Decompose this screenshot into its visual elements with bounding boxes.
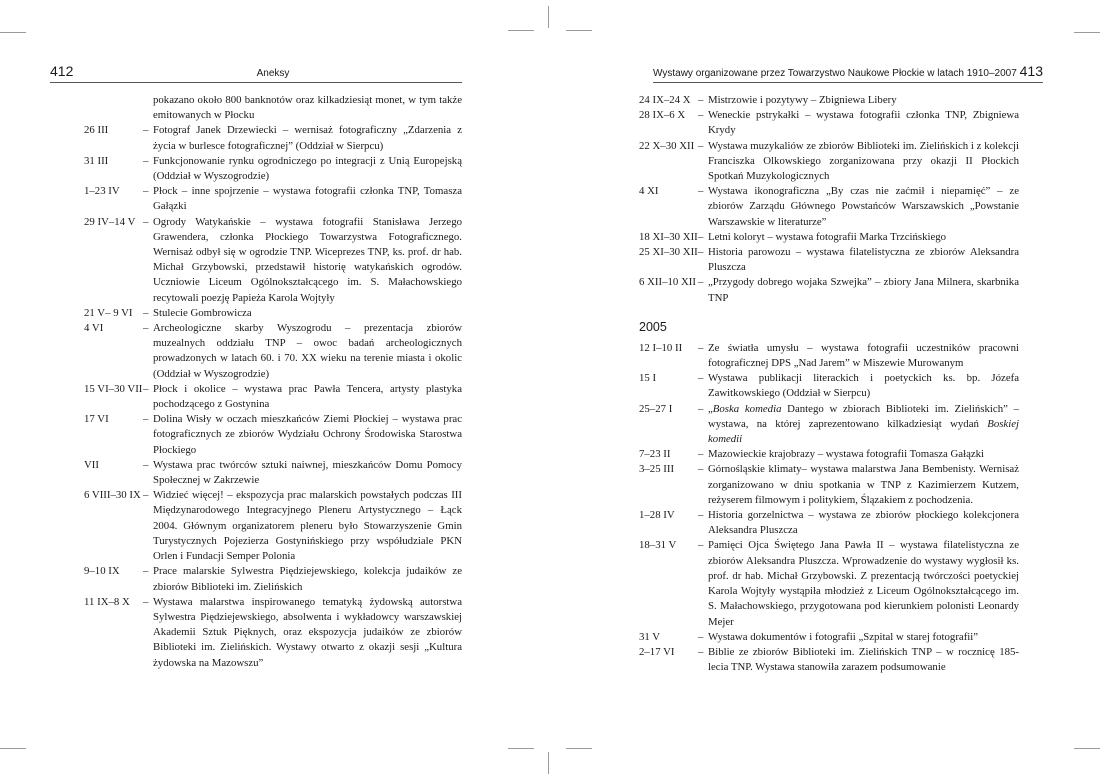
entry-date: 22 X–30 XII <box>639 139 695 152</box>
exhibition-entry <box>639 93 1019 108</box>
running-header <box>653 62 1043 83</box>
entry-date: 7–23 II <box>639 448 671 461</box>
entry-dash: – <box>698 448 704 461</box>
entry-date: 24 IX–24 X <box>639 94 691 106</box>
entry-dash: – <box>698 230 704 243</box>
crop-mark <box>508 30 534 31</box>
entry-dash: – <box>143 215 149 228</box>
entry-description <box>708 402 1019 448</box>
entry-dash: – <box>143 565 149 578</box>
entry-date: 21 V– 9 VI <box>84 306 133 319</box>
exhibition-entry <box>84 488 462 564</box>
entry-dash: – <box>698 246 704 259</box>
entry-date: 18 XI–30 XII <box>639 230 698 243</box>
entry-dash: – <box>143 322 149 335</box>
entry-dash: – <box>143 458 149 471</box>
entry-date: 1–28 IV <box>639 509 675 522</box>
running-title: Aneksy <box>256 68 290 79</box>
crop-mark <box>548 6 549 28</box>
entry-date: 12 I–10 II <box>639 341 683 354</box>
exhibition-entry <box>84 458 462 488</box>
entry-description: Funkcjonowanie rynku ogrodniczego po integracji z Unią Europejską (Oddział w Wyszogrodzie) <box>153 154 462 183</box>
entry-dash: – <box>698 139 704 152</box>
entry-dash: – <box>698 402 704 415</box>
entry-date: 1–23 IV <box>84 185 120 198</box>
entry-dash: – <box>143 413 149 426</box>
text-fragment: Dantego w zbiorach Biblioteki im. Zielińskich” – wystawa, na której zaprezentowano kilkadziesiąt wydań <box>708 402 1019 430</box>
entry-dash: – <box>698 463 704 476</box>
entry-description: Fotograf Janek Drzewiecki – wernisaż fotograficzny „Zdarzenia z życia w burlesce fotograficznej” (Oddział w Sierpcu) <box>153 124 462 152</box>
entry-description: Historia gorzelnictwa – wystawa ze zbiorów płockiego kolekcjonera Aleksandra Pluszcza <box>708 509 1019 537</box>
entry-date: 17 VI <box>84 413 109 426</box>
exhibition-entry <box>639 230 1019 245</box>
italic-title: Boska komedia <box>712 402 782 415</box>
entry-date: 15 I <box>639 372 657 385</box>
entry-dash: – <box>698 276 704 289</box>
entry-description: Ze światła umysłu – wystawa fotografii uczestników pracowni fotograficznej DPS „Nad Jarem” w Miszewie Murowanym <box>708 341 1019 370</box>
exhibition-entry <box>639 184 1019 230</box>
crop-mark <box>548 752 549 774</box>
entry-description: Mazowieckie krajobrazy – wystawa fotografii Tomasza Gałązki <box>708 448 985 461</box>
entry-date: 26 III <box>84 124 109 137</box>
entry-dash: – <box>698 94 704 106</box>
entry-dash: – <box>143 306 149 319</box>
entry-description: Płock – inne spojrzenie – wystawa fotografii członka TNP, Tomasza Gałązki <box>153 185 462 213</box>
exhibition-entry <box>84 123 462 153</box>
entry-dash: – <box>698 341 704 354</box>
crop-mark <box>0 748 26 749</box>
left-page <box>50 0 462 778</box>
entry-group <box>639 93 1019 306</box>
exhibition-entry <box>84 595 462 671</box>
exhibition-entry <box>639 108 1019 138</box>
exhibition-entry <box>84 382 462 412</box>
entry-description: Płock i okolice – wystawa prac Pawła Tencera, artysty plastyka pochodzącego z Gostynina <box>153 382 462 411</box>
entry-description: Wystawa malarstwa inspirowanego tematyką żydowską autorstwa Sylwestra Piędziejewskiego, absolwenta i wykładowcy warszawskiej Akademii Sztuk Pięknych, oraz ekspozycja judaików ze zbiorów Biblioteki im. Zielińskich. Wystawy otwarto z okazji sesji „Kultura żydowska na Mazowszu” <box>153 595 462 669</box>
entry-dash: – <box>698 630 704 643</box>
entry-description: Wystawa dokumentów i fotografii „Szpital w starej fotografii” <box>708 630 979 643</box>
entry-description: Wystawa ikonograficzna „By czas nie zaćmił i niepamięć” – ze zbiorów Zarządu Głównego Powstańców Warszawskich „Powstanie Warszawskie w literaturze” <box>708 185 1019 228</box>
entry-date: 11 IX–8 X <box>84 595 130 608</box>
exhibition-entry <box>639 645 1019 675</box>
entry-dash: – <box>143 489 149 502</box>
entry-date: 25 XI–30 XII <box>639 246 698 259</box>
entry-date: 6 XII–10 XII <box>639 276 696 289</box>
text-fragment: „ <box>708 402 713 415</box>
crop-mark <box>566 748 592 749</box>
entry-description: Górnośląskie klimaty– wystawa malarstwa Jana Bembenisty. Wernisaż zorganizowano w dniu spotkania w TNP z Kazimierzem Kutzem, reżyserem filmowym i politykiem, Ślązakiem z pochodzenia. <box>708 463 1019 506</box>
entry-date: 4 VI <box>84 322 104 335</box>
entry-description: Ogrody Watykańskie – wystawa fotografii Stanisława Jerzego Grawendera, członka Płockiego Towarzystwa Fotograficznego. Wernisaż odbył się w ogrodzie TNP. Wiceprezes TNP, ks. prof. dr hab. Michał Grzybowski, przedstawił historię watykańskich ogrodów. Uczniowie Liceum Ogólnokształcącego im. S. Małachowskiego recytowali poezję Papieża Karola Wojtyły <box>153 215 462 304</box>
page-number: 413 <box>1019 63 1043 79</box>
exhibition-entry <box>639 371 1019 401</box>
italic-title: Boskiej komedii <box>708 417 1019 446</box>
crop-mark <box>566 30 592 31</box>
entry-date: 28 IX–6 X <box>639 109 686 122</box>
entry-date: 4 XI <box>639 185 659 198</box>
entry-date: 9–10 IX <box>84 565 120 578</box>
right-page <box>639 0 1043 778</box>
entry-description: Historia parowozu – wystawa filatelistyczna ze zbiorów Aleksandra Pluszcza <box>708 246 1019 274</box>
exhibition-entry <box>639 538 1019 629</box>
entry-description: Widzieć więcej! – ekspozycja prac malarskich powstałych podczas III Międzynarodowego Integracyjnego Pleneru Artystycznego – Łąck 2004. Głównym organizatorem pleneru było Stowarzyszenie Gmin Turystycznych Pojezierza Gostynińskiego przy współudziale PKN Orlen i Fundacji Semper Polonia <box>153 489 462 563</box>
entry-description: Pamięci Ojca Świętego Jana Pawła II – wystawa filatelistyczna ze zbiorów Aleksandra Pluszcza. Wprowadzenie do wystawy wygłosił ks. prof. dr hab. Michał Grzybowski. Z prezentacją twórczości poetyckiej Karola Wojtyły wystąpiła młodzież z Liceum Ogólnokształcącego im. S. Małachowskiego, przygotowana pod kierunkiem polonisti Leonardy Mejer <box>708 539 1019 628</box>
exhibition-entry <box>639 245 1019 275</box>
exhibition-entry <box>84 306 462 321</box>
entry-dash: – <box>143 124 149 137</box>
exhibition-entry <box>639 341 1019 371</box>
entry-description: Dolina Wisły w oczach mieszkańców Ziemi Płockiej – wystawa prac fotograficznych ze zbiorów Wydziału Ochrony Środowiska Starostwa Płockiego <box>153 413 462 456</box>
exhibition-entry <box>84 93 462 123</box>
entry-list <box>84 93 462 671</box>
entry-dash: – <box>143 185 149 198</box>
crop-mark <box>508 748 534 749</box>
exhibition-entry <box>84 321 462 382</box>
entry-description: Biblie ze zbiorów Biblioteki im. Zielińskich TNP – w rocznicę 185-lecia TNP. Wystawa stanowiła zarazem podsumowanie <box>708 645 1019 674</box>
entry-description: Prace malarskie Sylwestra Piędziejewskiego, kolekcja judaików ze zbiorów Biblioteki im. Zielińskich <box>153 565 462 593</box>
entry-date: 29 IV–14 V <box>84 215 136 228</box>
entry-dash: – <box>698 372 704 385</box>
entry-description: pokazano około 800 banknotów oraz kilkadziesiąt monet, w tym także emitowanych w Płocku <box>153 94 462 122</box>
entry-date: 2–17 VI <box>639 645 675 658</box>
exhibition-entry <box>84 154 462 184</box>
exhibition-entry <box>639 275 1019 305</box>
entry-dash: – <box>698 509 704 522</box>
exhibition-entry <box>639 630 1019 645</box>
entry-description: Wystawa muzykaliów ze zbiorów Biblioteki im. Zielińskich i z kolekcji Franciszka Olkowskiego zorganizowana przy okazji II Płockich Spotkań Muzykologicznych <box>708 139 1019 183</box>
crop-mark <box>1074 32 1100 33</box>
exhibition-entry <box>84 184 462 214</box>
entry-description: Mistrzowie i pozytywy – Zbigniewa Libery <box>708 94 897 106</box>
exhibition-entry <box>84 215 462 306</box>
entry-description: Wystawa publikacji literackich i poetyckich ks. bp. Józefa Zawitkowskiego (Oddział w Sierpcu) <box>708 372 1019 400</box>
exhibition-entry <box>639 508 1019 538</box>
entry-dash: – <box>698 185 704 198</box>
entry-date: VII <box>84 458 99 471</box>
entry-list <box>639 93 1019 675</box>
entry-date: 18–31 V <box>639 539 677 552</box>
exhibition-entry <box>84 564 462 594</box>
entry-dash: – <box>698 539 704 552</box>
crop-mark <box>1074 748 1100 749</box>
entry-description: Archeologiczne skarby Wyszogrodu – prezentacja zbiorów muzealnych oddziału TNP – owoc badań archeologicznych prowadzonych w latach 60. i 70. XX wieku na terenie miasta i okolic (Oddział w Wyszogrodzie) <box>153 322 462 380</box>
entry-dash: – <box>698 645 704 658</box>
entry-description: „Przygody dobrego wojaka Szwejka” – zbiory Jana Milnera, skarbnika TNP <box>708 276 1019 304</box>
exhibition-entry <box>639 462 1019 508</box>
year-heading: 2005 <box>639 319 667 334</box>
entry-description: Letni koloryt – wystawa fotografii Marka Trzcińskiego <box>708 230 947 243</box>
entry-date: 15 VI–30 VII <box>84 382 143 395</box>
exhibition-entry <box>639 447 1019 462</box>
entry-date: 3–25 III <box>639 463 675 476</box>
entry-group <box>639 341 1019 675</box>
entry-dash: – <box>143 595 149 608</box>
entry-date: 31 V <box>639 630 661 643</box>
entry-description: Wystawa prac twórców sztuki naiwnej, mieszkańców Domu Pomocy Społecznej w Zakrzewie <box>153 458 462 487</box>
page-number: 412 <box>50 63 74 79</box>
entry-description: Weneckie pstrykałki – wystawa fotografii członka TNP, Zbigniewa Krydy <box>708 109 1019 137</box>
exhibition-entry <box>639 402 1019 448</box>
entry-dash: – <box>143 154 149 167</box>
entry-date: 31 III <box>84 154 109 167</box>
entry-dash: – <box>698 109 704 122</box>
entry-date: 6 VIII–30 IX <box>84 489 141 502</box>
entry-description: Stulecie Gombrowicza <box>153 306 252 319</box>
crop-mark <box>0 32 26 33</box>
entry-date: 25–27 I <box>639 402 673 415</box>
entry-dash: – <box>143 382 149 395</box>
running-title: Wystawy organizowane przez Towarzystwo Naukowe Płockie w latach 1910–2007 <box>653 68 1017 79</box>
running-header <box>50 62 462 83</box>
exhibition-entry <box>639 139 1019 185</box>
exhibition-entry <box>84 412 462 458</box>
